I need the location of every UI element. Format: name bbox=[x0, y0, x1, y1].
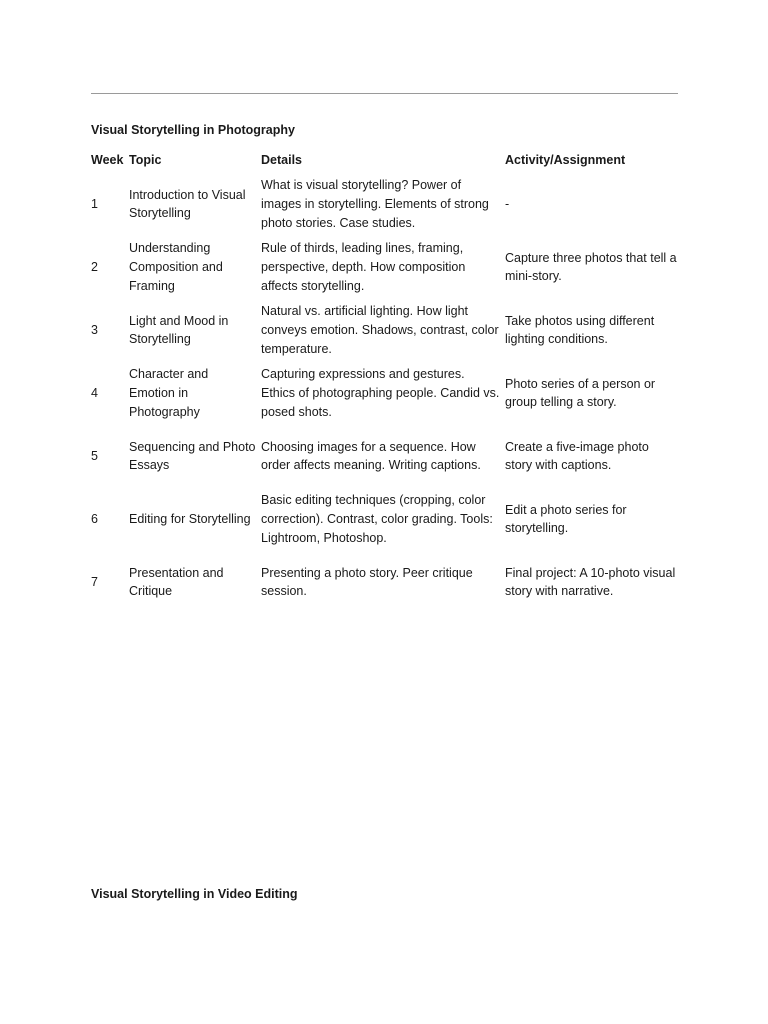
topic-cell: Editing for Storytelling bbox=[129, 511, 251, 526]
activity-cell: Take photos using different lighting conditions. bbox=[505, 313, 655, 347]
details-cell: Capturing expressions and gestures. Ethics of photographing people. Candid vs. posed shots. bbox=[261, 367, 500, 419]
horizontal-rule bbox=[91, 93, 678, 94]
header-week: Week bbox=[91, 153, 124, 167]
activity-cell: - bbox=[505, 196, 510, 211]
topic-cell: Sequencing and Photo Essays bbox=[129, 439, 256, 473]
table-header-row bbox=[89, 149, 681, 173]
activity-cell: Photo series of a person or group telling a story. bbox=[505, 376, 656, 410]
table-row bbox=[89, 236, 681, 299]
topic-cell: Presentation and Critique bbox=[129, 565, 224, 599]
week-cell: 4 bbox=[91, 385, 98, 400]
week-cell: 3 bbox=[91, 322, 98, 337]
week-cell: 7 bbox=[91, 574, 98, 589]
table-row bbox=[89, 173, 681, 236]
week-cell: 5 bbox=[91, 448, 98, 463]
activity-cell: Final project: A 10-photo visual story with narrative. bbox=[505, 565, 676, 599]
details-cell: Natural vs. artificial lighting. How light conveys emotion. Shadows, contrast, color temperature. bbox=[261, 304, 499, 356]
week-cell: 1 bbox=[91, 196, 98, 211]
details-cell: Presenting a photo story. Peer critique session. bbox=[261, 565, 473, 599]
section-title-video-editing: Visual Storytelling in Video Editing bbox=[91, 887, 298, 901]
table-row bbox=[89, 299, 681, 362]
topic-cell: Understanding Composition and Framing bbox=[129, 241, 223, 293]
topic-cell: Introduction to Visual Storytelling bbox=[129, 187, 246, 221]
syllabus-table bbox=[89, 149, 681, 614]
week-cell: 2 bbox=[91, 259, 98, 274]
header-details: Details bbox=[261, 153, 302, 167]
activity-cell: Capture three photos that tell a mini-story. bbox=[505, 250, 677, 284]
details-cell: Rule of thirds, leading lines, framing, perspective, depth. How composition affects storytelling. bbox=[261, 241, 466, 293]
table-row bbox=[89, 362, 681, 425]
activity-cell: Create a five-image photo story with captions. bbox=[505, 439, 649, 473]
table-row bbox=[89, 425, 681, 488]
details-cell: Basic editing techniques (cropping, color correction). Contrast, color grading. Tools: Lightroom, Photoshop. bbox=[261, 493, 493, 545]
topic-cell: Character and Emotion in Photography bbox=[129, 367, 209, 419]
activity-cell: Edit a photo series for storytelling. bbox=[505, 502, 627, 536]
table-row bbox=[89, 551, 681, 614]
section-title-photography: Visual Storytelling in Photography bbox=[91, 123, 295, 137]
details-cell: What is visual storytelling? Power of images in storytelling. Elements of strong photo stories. Case studies. bbox=[261, 178, 489, 230]
topic-cell: Light and Mood in Storytelling bbox=[129, 313, 229, 347]
table-row bbox=[89, 488, 681, 551]
details-cell: Choosing images for a sequence. How order affects meaning. Writing captions. bbox=[261, 439, 481, 473]
header-topic: Topic bbox=[129, 153, 162, 167]
header-activity: Activity/Assignment bbox=[505, 153, 626, 167]
week-cell: 6 bbox=[91, 511, 98, 526]
